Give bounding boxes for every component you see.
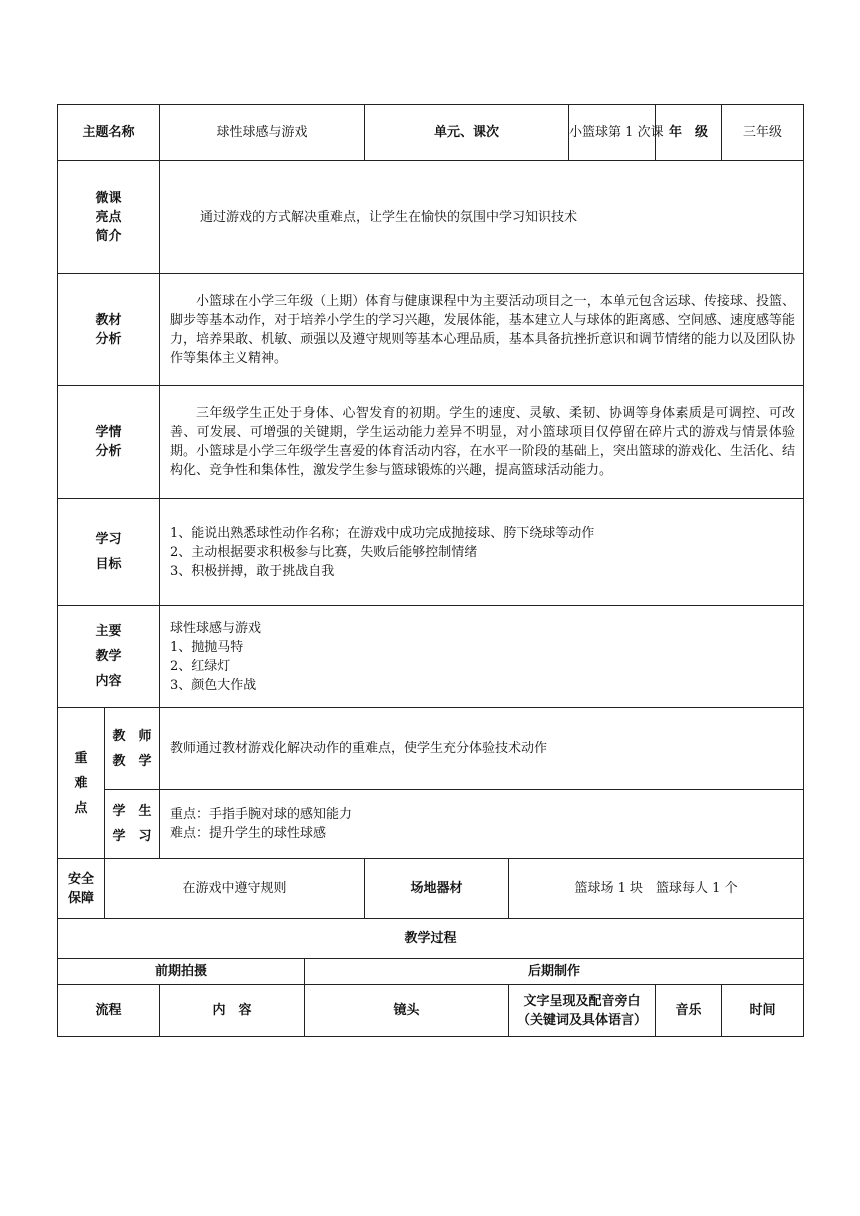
col-shot: 镜头 <box>305 985 509 1037</box>
students-row <box>58 386 804 499</box>
pre-production-label: 前期拍摄 <box>58 959 305 985</box>
safety-row <box>58 859 804 919</box>
header-row <box>58 105 804 161</box>
post-production-label: 后期制作 <box>305 959 804 985</box>
process-phase-row <box>58 959 804 985</box>
material-label: 教材 分析 <box>58 274 160 386</box>
material-text: 小篮球在小学三年级（上期）体育与健康课程中为主要活动项目之一，本单元包含运球、传接球、投篮、脚步等基本动作，对于培养小学生的学习兴趣，发展体能，基本建立人与球体的距离感、空间感、速度感等能力，培养果敢、机敏、顽强以及遵守规则等基本心理品质，基本具备抗挫折意识和调节情绪的能力以及团队协作等集体主义精神。 <box>160 274 804 386</box>
goals-row <box>58 499 804 606</box>
difficulty-label: 重 难 点 <box>58 708 105 859</box>
student-label: 学 生 学 习 <box>105 790 160 859</box>
col-narration: 文字呈现及配音旁白 （关键词及具体语言） <box>509 985 656 1037</box>
goal-item: 3、积极拼搏，敢于挑战自我 <box>170 563 335 579</box>
student-item: 重点：手指手腕对球的感知能力 <box>170 807 353 822</box>
grade-value: 三年级 <box>722 105 804 161</box>
goals-label: 学习 目标 <box>58 499 160 606</box>
student-item: 难点：提升学生的球性球感 <box>170 826 327 841</box>
venue-label: 场地器材 <box>365 859 509 919</box>
difficulty-student-row <box>58 790 804 859</box>
goals-list <box>160 499 804 606</box>
goal-item: 1、能说出熟悉球性动作名称；在游戏中成功完成抛接球、胯下绕球等动作 <box>170 525 595 541</box>
topic-label: 主题名称 <box>58 105 160 161</box>
highlight-text: 通过游戏的方式解决重难点，让学生在愉快的氛围中学习知识技术 <box>160 161 804 274</box>
process-title-row <box>58 919 804 959</box>
process-header-row <box>58 985 804 1037</box>
content-item: 1、抛抛马特 <box>170 639 244 655</box>
students-text: 三年级学生正处于身体、心智发育的初期。学生的速度、灵敏、柔韧、协调等身体素质是可调控、可改善、可发展、可增强的关键期，学生运动能力差异不明显，对小篮球项目仅停留在碎片式的游戏与情景体验期。小篮球是小学三年级学生喜爱的体育活动内容，在水平一阶段的基础上，突出篮球的游戏化、生活化、结构化、竞争性和集体性，激发学生参与篮球锻炼的兴趣，提高篮球活动能力。 <box>160 386 804 499</box>
col-content: 内 容 <box>160 985 305 1037</box>
student-list <box>160 790 804 859</box>
content-item: 2、红绿灯 <box>170 658 231 674</box>
highlight-label: 微课 亮点 简介 <box>58 161 160 274</box>
col-flow: 流程 <box>58 985 160 1037</box>
difficulty-teacher-row <box>58 708 804 790</box>
content-item: 3、颜色大作战 <box>170 677 257 693</box>
content-list <box>160 606 804 708</box>
content-label: 主要 教学 内容 <box>58 606 160 708</box>
col-time: 时间 <box>722 985 804 1037</box>
content-item: 球性球感与游戏 <box>170 620 262 636</box>
goal-item: 2、主动根据要求积极参与比赛，失败后能够控制情绪 <box>170 544 478 560</box>
safety-text: 在游戏中遵守规则 <box>105 859 365 919</box>
process-title: 教学过程 <box>58 919 804 959</box>
teacher-text: 教师通过教材游戏化解决动作的重难点，使学生充分体验技术动作 <box>160 708 804 790</box>
col-music: 音乐 <box>656 985 722 1037</box>
unit-label: 单元、课次 <box>365 105 569 161</box>
grade-label: 年 级 <box>656 105 722 161</box>
unit-value: 小篮球第 1 次课 <box>569 105 656 161</box>
topic-value: 球性球感与游戏 <box>160 105 365 161</box>
venue-text: 篮球场 1 块 篮球每人 1 个 <box>509 859 804 919</box>
material-row <box>58 274 804 386</box>
teacher-label: 教 师 教 学 <box>105 708 160 790</box>
students-label: 学情 分析 <box>58 386 160 499</box>
content-row <box>58 606 804 708</box>
lesson-plan-table <box>57 104 803 1037</box>
highlight-row <box>58 161 804 274</box>
safety-label: 安全 保障 <box>58 859 105 919</box>
